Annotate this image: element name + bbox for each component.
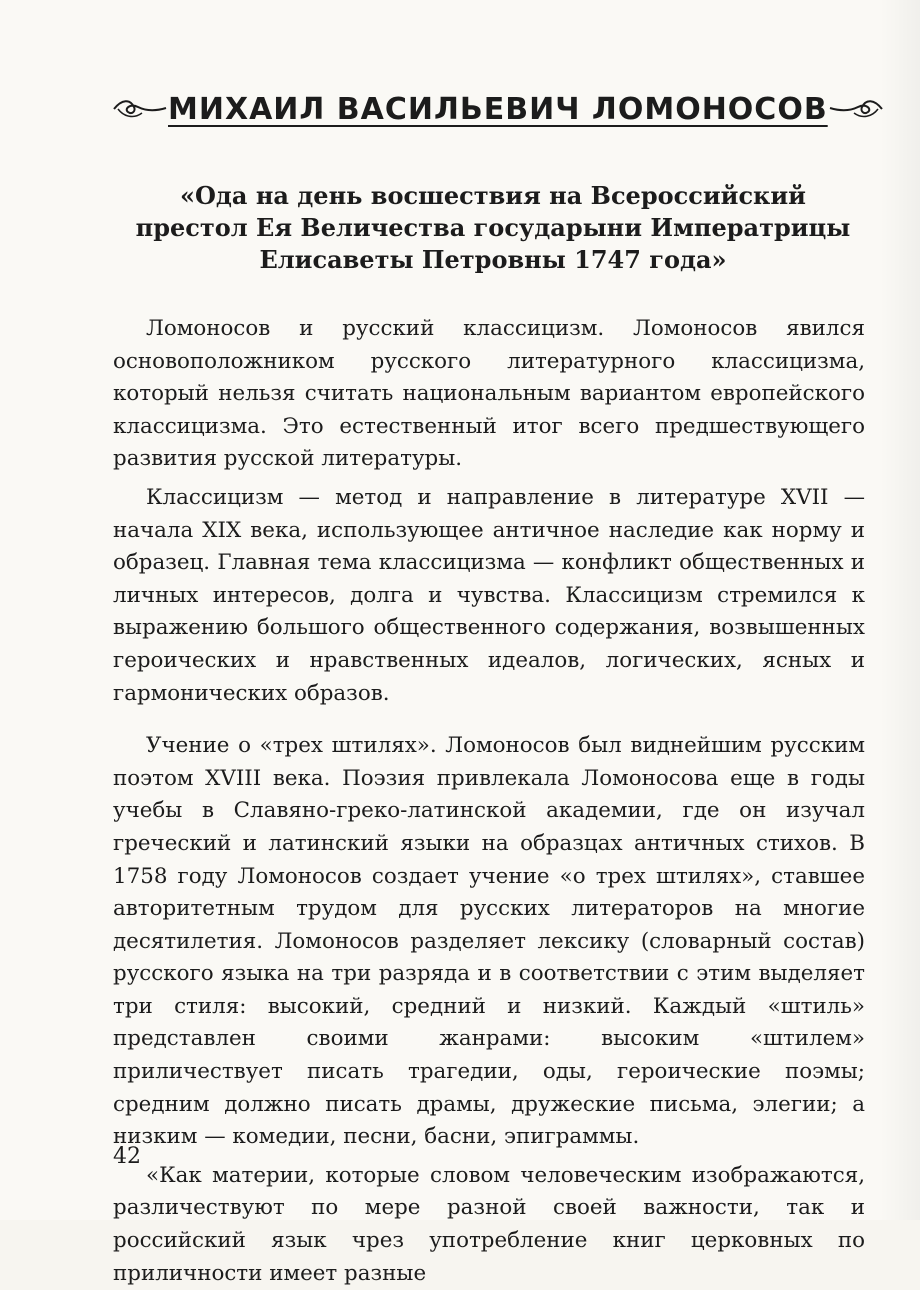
author-header (112, 84, 872, 134)
body-text (113, 313, 865, 1290)
flourish-right-icon (828, 97, 884, 121)
page-number: 42 (113, 1144, 141, 1169)
paragraph-classicism-intro: Ломоносов и русский классицизм. Ломоносов явился основоположником русского литературного классицизма, который нельзя считать национальным вариантом европейского классицизма. Это естественный итог всего предшествующего развития русской литературы. (113, 316, 865, 472)
author-name: МИХАИЛ ВАСИЛЬЕВИЧ ЛОМОНОСОВ (168, 91, 828, 127)
work-title (118, 180, 868, 276)
work-title-line-3: Елисаветы Петровны 1747 года» (259, 245, 727, 274)
page-edge-shadow (880, 0, 920, 1220)
work-title-line-2: престол Ея Величества государыни Императрицы (135, 213, 851, 242)
flourish-left-icon (112, 97, 168, 121)
paragraph-three-styles: Учение о «трех штилях». Ломоносов был виднейшим русским поэтом XVIII века. Поэзия привлекала Ломоносова еще в годы учебы в Славяно-греко-латинской академии, где он изучал греческий и латинский языки на образцах античных стихов. В 1758 году Ломоносов создает учение «о трех штилях», ставшее авторитетным трудом для русских литераторов на многие десятилетия. Ломоносов разделяет лексику (словарный состав) русского языка на три разряда и в соответствии с этим выделяет три стиля: высокий, средний и низкий. Каждый «штиль» представлен своими жанрами: высоким «штилем» приличествует писать трагедии, оды, героические поэмы; средним должно писать драмы, дружеские письма, элегии; а низким — комедии, песни, басни, эпиграммы. (113, 733, 865, 1150)
paragraph-quote: «Как материи, которые словом человеческим изображаются, различествуют по мере разной своей важности, так и российский язык чрез употребление книг церковных по приличности имеет разные (113, 1162, 865, 1286)
work-title-line-1: «Ода на день восшествия на Всероссийский (180, 181, 806, 210)
paragraph-classicism-definition: Классицизм — метод и направление в литературе XVII — начала XIX века, использующее античное наследие как норму и образец. Главная тема классицизма — конфликт общественных и личных интересов, долга и чувства. Классицизм стремился к выражению большого общественного содержания, возвышенных героических и нравственных идеалов, логических, ясных и гармонических образов. (113, 484, 865, 706)
